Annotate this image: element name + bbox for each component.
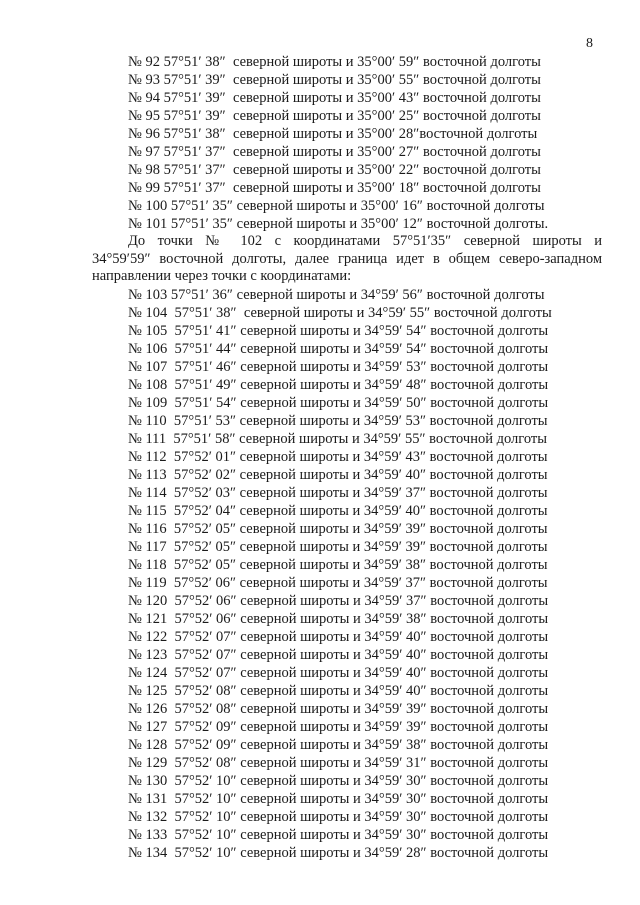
coordinate-line: № 93 57°51′ 39″ северной широты и 35°00′ 55″ восточной долготы [128,72,541,88]
coordinate-line: № 126 57°52′ 08″ северной широты и 34°59′ 39″ восточной долготы [128,701,549,717]
coordinate-line: № 121 57°52′ 06″ северной широты и 34°59′ 38″ восточной долготы [128,611,549,627]
coordinate-line: № 101 57°51′ 35″ северной широты и 35°00′ 12″ восточной долготы. [128,216,549,232]
coordinate-line: № 98 57°51′ 37″ северной широты и 35°00′ 22″ восточной долготы [128,162,541,178]
coordinate-line: № 133 57°52′ 10″ северной широты и 34°59′ 30″ восточной долготы [128,827,549,843]
coordinate-line: № 100 57°51′ 35″ северной широты и 35°00′ 16″ восточной долготы [128,198,545,214]
page-number: 8 [586,36,593,51]
coordinate-line: № 97 57°51′ 37″ северной широты и 35°00′ 27″ восточной долготы [128,144,541,160]
coordinate-line: № 114 57°52′ 03″ северной широты и 34°59′ 37″ восточной долготы [128,485,548,501]
coordinate-line: № 120 57°52′ 06″ северной широты и 34°59′ 37″ восточной долготы [128,593,549,609]
coordinate-line: № 132 57°52′ 10″ северной широты и 34°59′ 30″ восточной долготы [128,809,549,825]
coordinate-line: № 110 57°51′ 53″ северной широты и 34°59′ 53″ восточной долготы [128,413,548,429]
coordinate-line: № 116 57°52′ 05″ северной широты и 34°59′ 39″ восточной долготы [128,521,548,537]
coordinate-line: № 127 57°52′ 09″ северной широты и 34°59′ 39″ восточной долготы [128,719,549,735]
coordinate-line: № 109 57°51′ 54″ северной широты и 34°59′ 50″ восточной долготы [128,395,549,411]
coordinate-line: № 107 57°51′ 46″ северной широты и 34°59′ 53″ восточной долготы [128,359,549,375]
coordinate-line: № 128 57°52′ 09″ северной широты и 34°59′ 38″ восточной долготы [128,737,549,753]
coordinate-line: № 108 57°51′ 49″ северной широты и 34°59′ 48″ восточной долготы [128,377,549,393]
coordinate-line: № 122 57°52′ 07″ северной широты и 34°59′ 40″ восточной долготы [128,629,549,645]
coordinate-line: № 117 57°52′ 05″ северной широты и 34°59′ 39″ восточной долготы [128,539,548,555]
boundary-paragraph [92,233,602,286]
coordinate-line: № 131 57°52′ 10″ северной широты и 34°59′ 30″ восточной долготы [128,791,549,807]
coordinate-line: № 119 57°52′ 06″ северной широты и 34°59′ 37″ восточной долготы [128,575,548,591]
coordinate-line: № 94 57°51′ 39″ северной широты и 35°00′ 43″ восточной долготы [128,90,541,106]
paragraph-line: 34°59′59″ восточной долготы, далее граница идет в общем северо-западном [92,250,602,267]
coordinate-line: № 103 57°51′ 36″ северной широты и 34°59′ 56″ восточной долготы [128,287,545,303]
paragraph-line: До точки № 102 с координатами 57°51′35″ северной широты и [128,233,602,249]
coordinate-line: № 115 57°52′ 04″ северной широты и 34°59′ 40″ восточной долготы [128,503,548,519]
coordinate-line: № 130 57°52′ 10″ северной широты и 34°59′ 30″ восточной долготы [128,773,549,789]
coordinate-line: № 104 57°51′ 38″ северной широты и 34°59′ 55″ восточной долготы [128,305,552,321]
coordinate-line: № 99 57°51′ 37″ северной широты и 35°00′ 18″ восточной долготы [128,180,541,196]
coordinate-line: № 123 57°52′ 07″ северной широты и 34°59′ 40″ восточной долготы [128,647,549,663]
coordinate-line: № 129 57°52′ 08″ северной широты и 34°59′ 31″ восточной долготы [128,755,549,771]
coordinate-line: № 134 57°52′ 10″ северной широты и 34°59′ 28″ восточной долготы [128,845,549,861]
coordinate-line: № 111 57°51′ 58″ северной широты и 34°59′ 55″ восточной долготы [128,431,548,447]
coordinate-line: № 96 57°51′ 38″ северной широты и 35°00′ 28″восточной долготы [128,126,538,142]
coordinate-line: № 118 57°52′ 05″ северной широты и 34°59′ 38″ восточной долготы [128,557,548,573]
coordinate-line: № 105 57°51′ 41″ северной широты и 34°59′ 54″ восточной долготы [128,323,549,339]
coordinate-line: № 113 57°52′ 02″ северной широты и 34°59′ 40″ восточной долготы [128,467,548,483]
coordinate-line: № 95 57°51′ 39″ северной широты и 35°00′ 25″ восточной долготы [128,108,541,124]
paragraph-line: направлении через точки с координатами: [92,268,352,284]
coordinate-line: № 112 57°52′ 01″ северной широты и 34°59′ 43″ восточной долготы [128,449,548,465]
coordinate-line: № 92 57°51′ 38″ северной широты и 35°00′ 59″ восточной долготы [128,54,541,70]
coordinate-line: № 106 57°51′ 44″ северной широты и 34°59′ 54″ восточной долготы [128,341,549,357]
coordinate-line: № 124 57°52′ 07″ северной широты и 34°59′ 40″ восточной долготы [128,665,549,681]
coordinate-line: № 125 57°52′ 08″ северной широты и 34°59′ 40″ восточной долготы [128,683,549,699]
